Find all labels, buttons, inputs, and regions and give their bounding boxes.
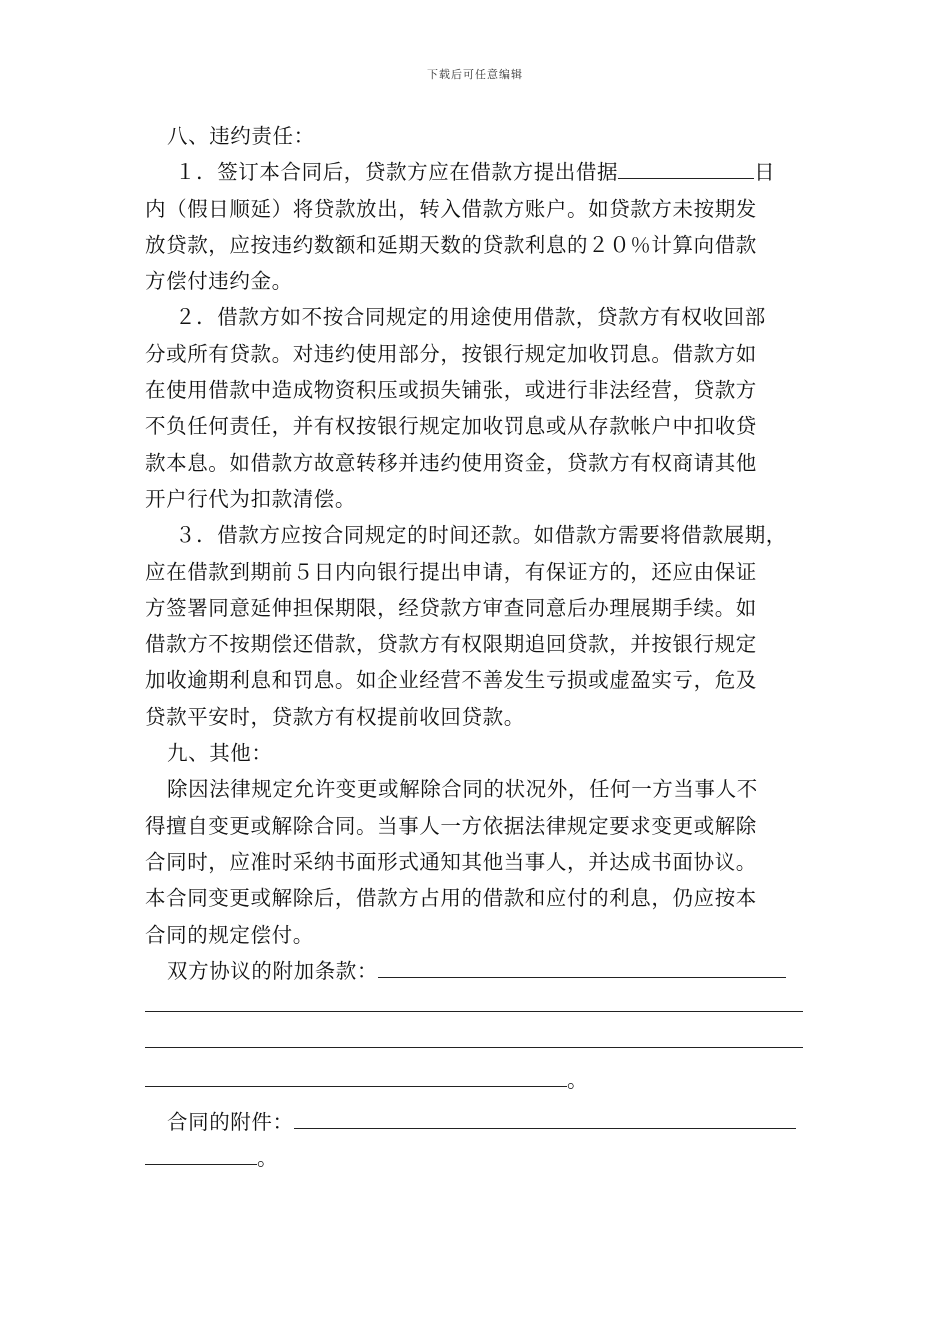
clause-3-line-3: 方签署同意延伸担保期限，经贷款方审查同意后办理展期手续。如 <box>145 595 757 620</box>
page-header: 下载后可任意编辑 <box>427 68 523 81</box>
clause-3-line-2: 应在借款到期前５日内向银行提出申请，有保证方的，还应由保证 <box>145 559 757 584</box>
clause-1-line-4: 方偿付违约金。 <box>145 269 293 294</box>
additional-terms-blank-3[interactable] <box>145 1025 803 1048</box>
additional-terms-blank-1[interactable] <box>378 959 786 978</box>
additional-terms-period: 。 <box>567 1067 589 1092</box>
attachments-row <box>145 1104 805 1140</box>
clause-1-text: １．签订本合同后，贷款方应在借款方提出借据 <box>175 160 619 185</box>
other-para-line-2: 得擅自变更或解除合同。当事人一方依据法律规定要求变更或解除 <box>145 813 757 838</box>
clause-1-line-3: 放贷款，应按违约数额和延期天数的贷款利息的２０％计算向借款 <box>145 232 757 257</box>
clause-3-line-5: 加收逾期利息和罚息。如企业经营不善发生亏损或虚盈实亏，危及 <box>145 668 757 693</box>
section-title-other: 九、其他： <box>167 741 273 766</box>
additional-terms-label: 双方协议的附加条款： <box>167 958 378 983</box>
clause-2-line-4: 不负任何责任，并有权按银行规定加收罚息或从存款帐户中扣收贷 <box>145 414 757 439</box>
attachments-blank-1[interactable] <box>294 1110 796 1129</box>
clause-1-day-unit: 日 <box>754 160 776 185</box>
attachments-period: 。 <box>257 1146 279 1171</box>
other-para-line-3: 合同时，应准时采纳书面形式通知其他当事人，并达成书面协议。 <box>145 849 757 874</box>
clause-2-line-5: 款本息。如借款方故意转移并违约使用资金，贷款方有权商请其他 <box>145 450 757 475</box>
clause-2-line-1: ２．借款方如不按合同规定的用途使用借款，贷款方有权收回部 <box>175 305 766 330</box>
clause-2-line-6: 开户行代为扣款清偿。 <box>145 486 356 511</box>
section-title-breach: 八、违约责任： <box>167 124 315 148</box>
attachments-label: 合同的附件： <box>167 1110 294 1135</box>
attachments-blank-2[interactable] <box>145 1146 257 1165</box>
contract-body <box>145 118 805 1177</box>
clause-1-line-2: 内（假日顺延）将贷款放出，转入借款方账户。如贷款方未按期发 <box>145 196 757 221</box>
clause-1-line-1 <box>145 154 805 190</box>
clause-3-line-6: 贷款平安时，贷款方有权提前收回贷款。 <box>145 704 525 729</box>
clause-3-line-4: 借款方不按期偿还借款，贷款方有权限期追回贷款，并按银行规定 <box>145 632 757 657</box>
additional-terms-row-2 <box>145 989 805 1025</box>
clause-2-line-2: 分或所有贷款。对违约使用部分，按银行规定加收罚息。借款方如 <box>145 341 757 366</box>
additional-terms-row-3 <box>145 1025 805 1061</box>
clause-2-line-3: 在使用借款中造成物资积压或损失铺张，或进行非法经营，贷款方 <box>145 378 757 403</box>
other-para-line-4: 本合同变更或解除后，借款方占用的借款和应付的利息，仍应按本 <box>145 886 757 911</box>
attachments-row-2 <box>145 1140 805 1176</box>
clause-3-line-1: ３．借款方应按合同规定的时间还款。如借款方需要将借款展期， <box>175 523 787 548</box>
additional-terms-blank-2[interactable] <box>145 989 803 1012</box>
additional-terms-row <box>145 953 805 989</box>
additional-terms-row-4 <box>145 1062 805 1098</box>
other-para-line-5: 合同的规定偿付。 <box>145 922 314 947</box>
loan-days-blank[interactable] <box>618 160 754 179</box>
other-para-line-1: 除因法律规定允许变更或解除合同的状况外，任何一方当事人不 <box>167 777 758 802</box>
additional-terms-blank-4[interactable] <box>145 1068 567 1087</box>
